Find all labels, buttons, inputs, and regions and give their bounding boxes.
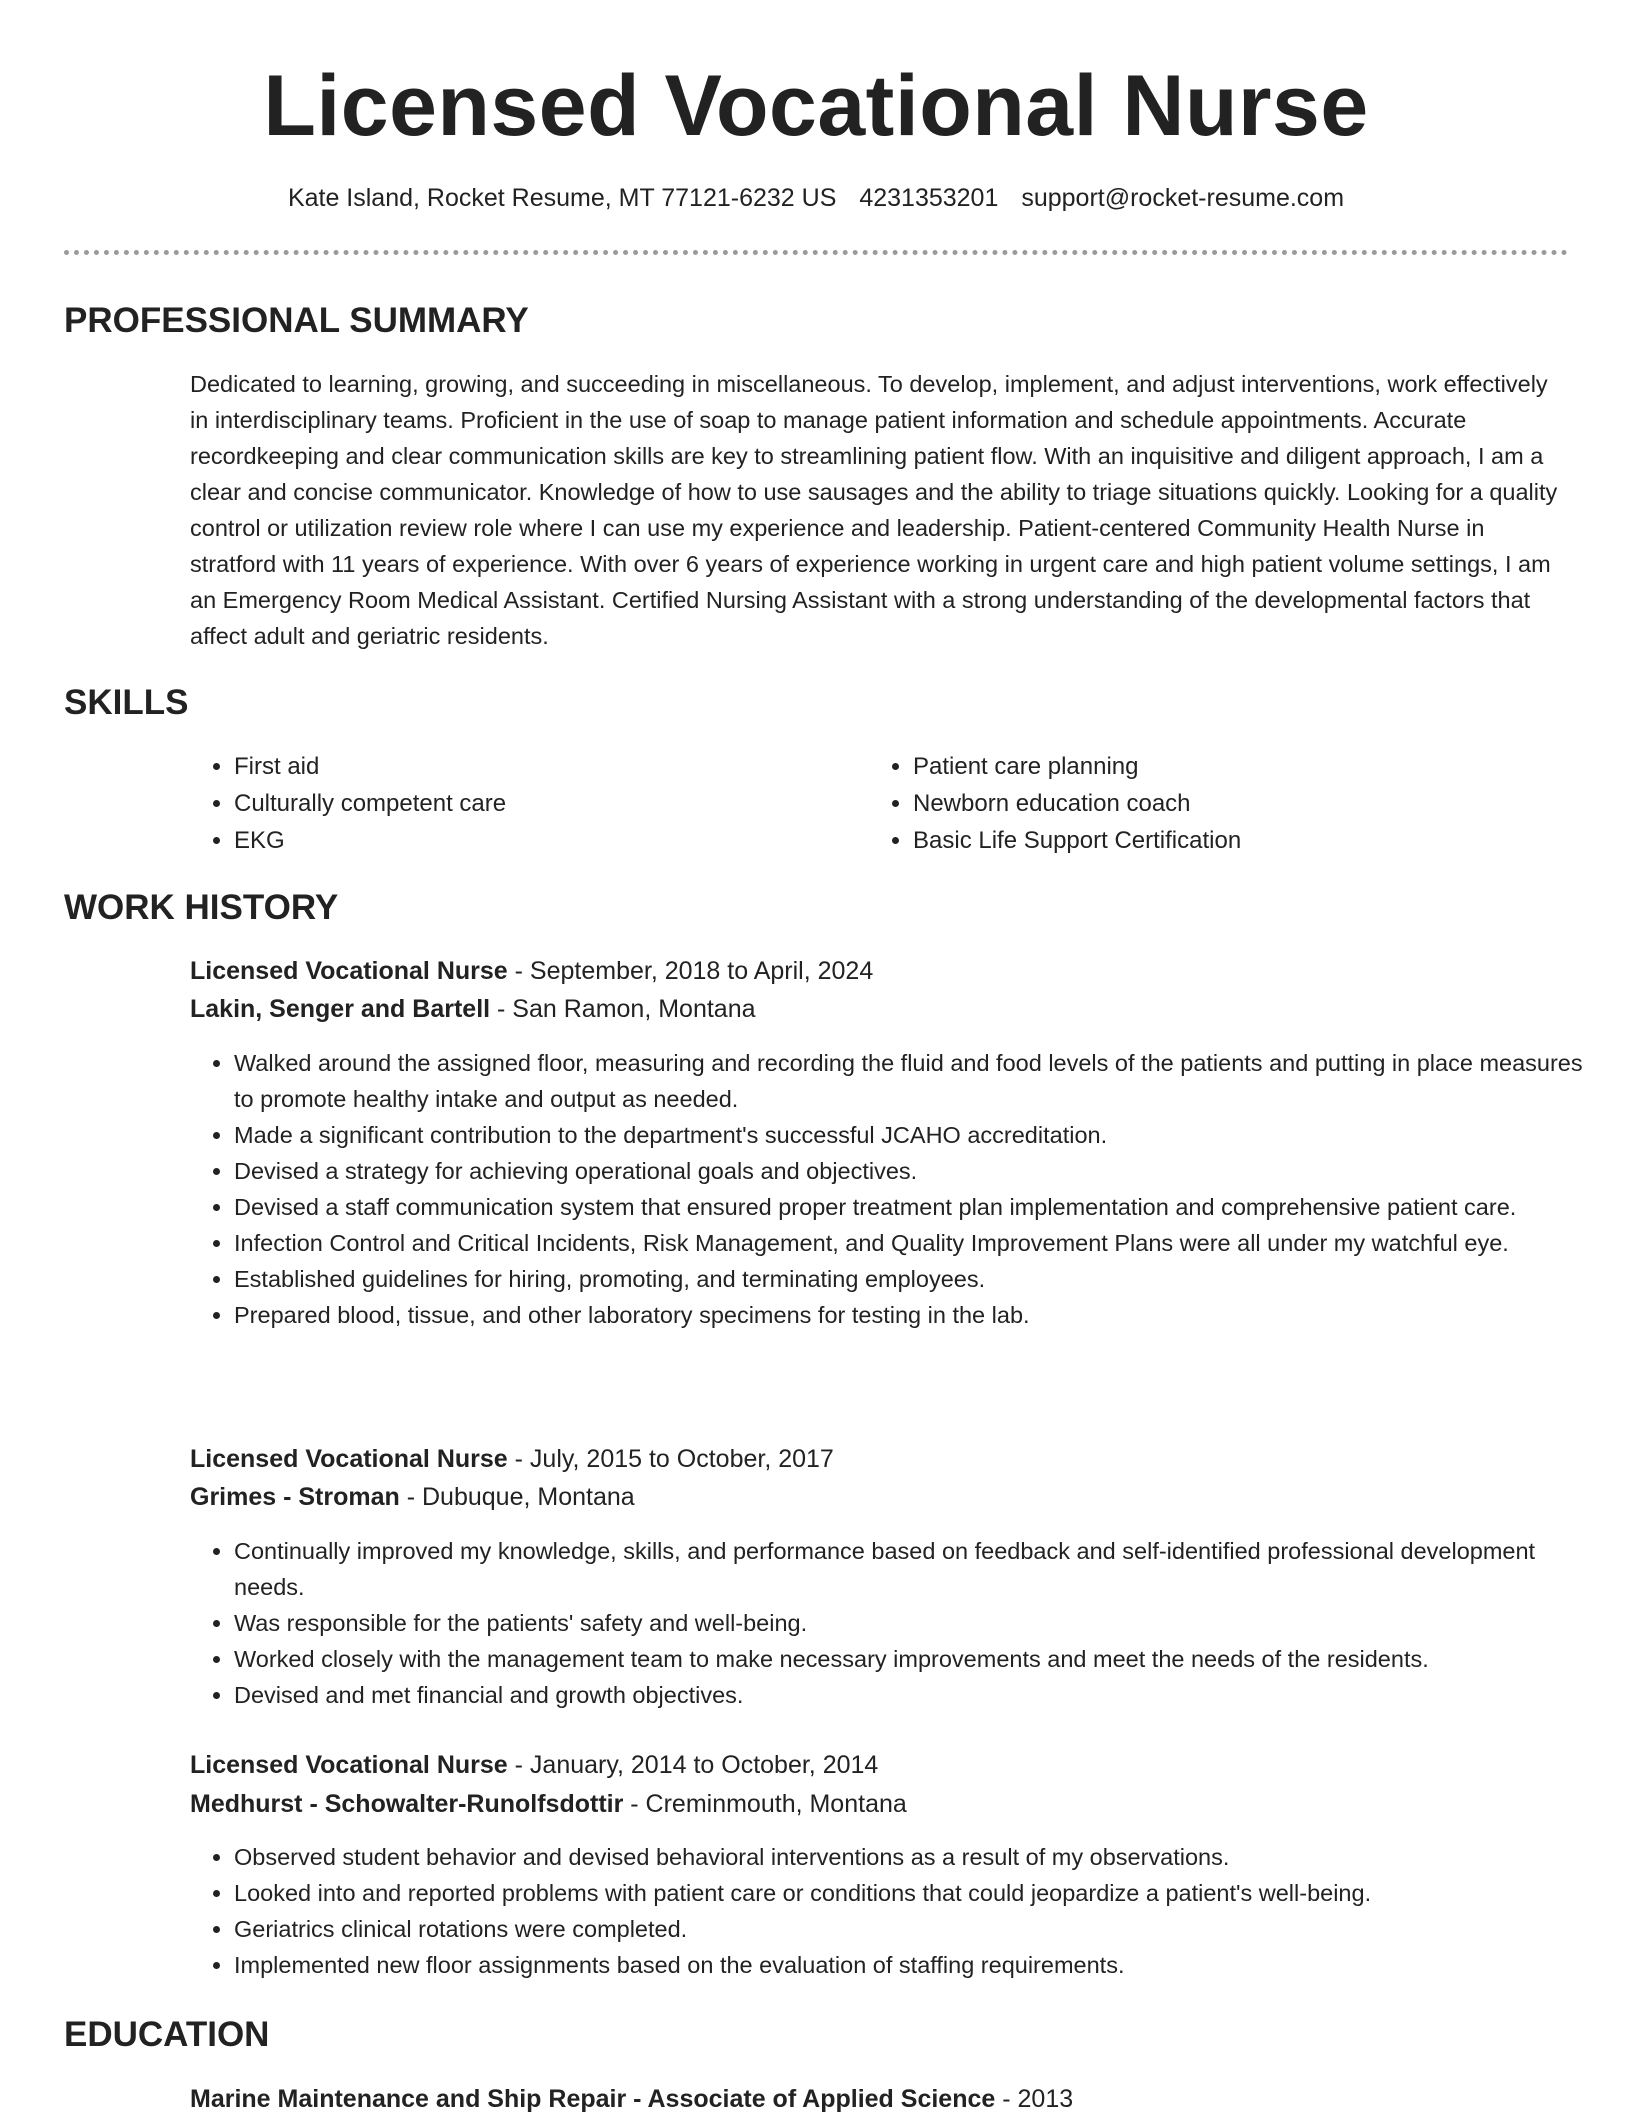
list-item: • Prepared blood, tissue, and other laboratory specimens for testing in the lab.	[234, 1297, 1604, 1333]
job-company-line	[190, 990, 756, 1028]
skill-item: • EKG	[234, 822, 854, 859]
list-item: • Infection Control and Critical Incidents, Risk Management, and Quality Improvement Plans were all under my watchful eye.	[234, 1225, 1604, 1261]
header-divider	[64, 250, 1568, 255]
list-item: • Implemented new floor assignments based on the evaluation of staffing requirements.	[234, 1947, 1604, 1983]
list-item: • Looked into and reported problems with patient care or conditions that could jeopardize a patient's well-being.	[234, 1875, 1604, 1911]
list-item: • Was responsible for the patients' safety and well-being.	[234, 1605, 1604, 1641]
job-title: Licensed Vocational Nurse	[190, 957, 508, 985]
list-item: • Worked closely with the management team to make necessary improvements and meet the needs of the residents.	[234, 1641, 1604, 1677]
skill-item: • Newborn education coach	[913, 785, 1533, 822]
job-title-line	[190, 1440, 834, 1478]
section-title-skills: SKILLS	[64, 683, 189, 722]
list-item: • Devised and met financial and growth objectives.	[234, 1677, 1604, 1713]
job-company: Lakin, Senger and Bartell	[190, 995, 491, 1023]
resume-name: Licensed Vocational Nurse	[263, 58, 1369, 154]
section-title-summary: PROFESSIONAL SUMMARY	[64, 301, 529, 340]
job-dates: - September, 2018 to April, 2024	[507, 957, 874, 985]
contact-email: support@rocket-resume.com	[1021, 184, 1345, 212]
education-degree: Marine Maintenance and Ship Repair - Associate of Applied Science	[190, 2085, 996, 2113]
job-bullets	[190, 1839, 1604, 1983]
skills-list-left	[190, 748, 854, 859]
skill-item: • Patient care planning	[913, 748, 1533, 785]
list-item: • Observed student behavior and devised behavioral interventions as a result of my observations.	[234, 1839, 1604, 1875]
skill-item: • Culturally competent care	[234, 785, 854, 822]
contact-address: Kate Island, Rocket Resume, MT 77121-6232 US	[287, 184, 837, 212]
job-title: Licensed Vocational Nurse	[190, 1445, 508, 1473]
job-location: - San Ramon, Montana	[490, 995, 756, 1023]
job-title-line	[190, 952, 873, 990]
job-dates: - January, 2014 to October, 2014	[507, 1751, 879, 1779]
list-item: • Walked around the assigned floor, measuring and recording the fluid and food levels of the patients and putting in place measures to promote healthy intake and output as needed.	[234, 1045, 1604, 1117]
job-company-line	[190, 1785, 907, 1823]
summary-text: Dedicated to learning, growing, and succeeding in miscellaneous. To develop, implement, and adjust interventions, work effectively in interdisciplinary teams. Proficient in the use of soap to manage patient information and schedule appointments. Accurate recordkeeping and clear communication skills are key to streamlining patient flow. With an inquisitive and diligent approach, I am a clear and concise communicator. Knowledge of how to use sausages and the ability to triage situations quickly. Looking for a quality control or utilization review role where I can use my experience and leadership. Patient-centered Community Health Nurse in stratford with 11 years of experience. With over 6 years of experience working in urgent care and high patient volume settings, I am an Emergency Room Medical Assistant. Certified Nursing Assistant with a strong understanding of the developmental factors that affect adult and geriatric residents.	[190, 371, 1558, 649]
job-company: Medhurst - Schowalter-Runolfsdottir	[190, 1790, 624, 1818]
job-dates: - July, 2015 to October, 2017	[507, 1445, 834, 1473]
skill-item: • Basic Life Support Certification	[913, 822, 1533, 859]
section-title-work-history: WORK HISTORY	[64, 888, 339, 927]
job-bullets	[190, 1533, 1604, 1713]
job-location: - Creminmouth, Montana	[623, 1790, 907, 1818]
education-year: - 2013	[995, 2085, 1074, 2113]
list-item: • Established guidelines for hiring, promoting, and terminating employees.	[234, 1261, 1604, 1297]
list-item: • Devised a staff communication system that ensured proper treatment plan implementation and comprehensive patient care.	[234, 1189, 1604, 1225]
job-bullets	[190, 1045, 1604, 1333]
job-company: Grimes - Stroman	[190, 1483, 400, 1511]
job-title-line	[190, 1746, 878, 1784]
contact-phone: 4231353201	[859, 184, 999, 212]
contact-line	[0, 181, 1632, 215]
job-company-line	[190, 1478, 635, 1516]
list-item: • Geriatrics clinical rotations were completed.	[234, 1911, 1604, 1947]
job-title: Licensed Vocational Nurse	[190, 1751, 508, 1779]
list-item: • Continually improved my knowledge, skills, and performance based on feedback and self-identified professional development needs.	[234, 1533, 1604, 1605]
section-title-education: EDUCATION	[64, 2015, 270, 2054]
list-item: • Made a significant contribution to the department's successful JCAHO accreditation.	[234, 1117, 1604, 1153]
skill-item: • First aid	[234, 748, 854, 785]
education-entry	[190, 2080, 1073, 2118]
skills-list-right	[869, 748, 1533, 859]
list-item: • Devised a strategy for achieving operational goals and objectives.	[234, 1153, 1604, 1189]
job-location: - Dubuque, Montana	[399, 1483, 635, 1511]
